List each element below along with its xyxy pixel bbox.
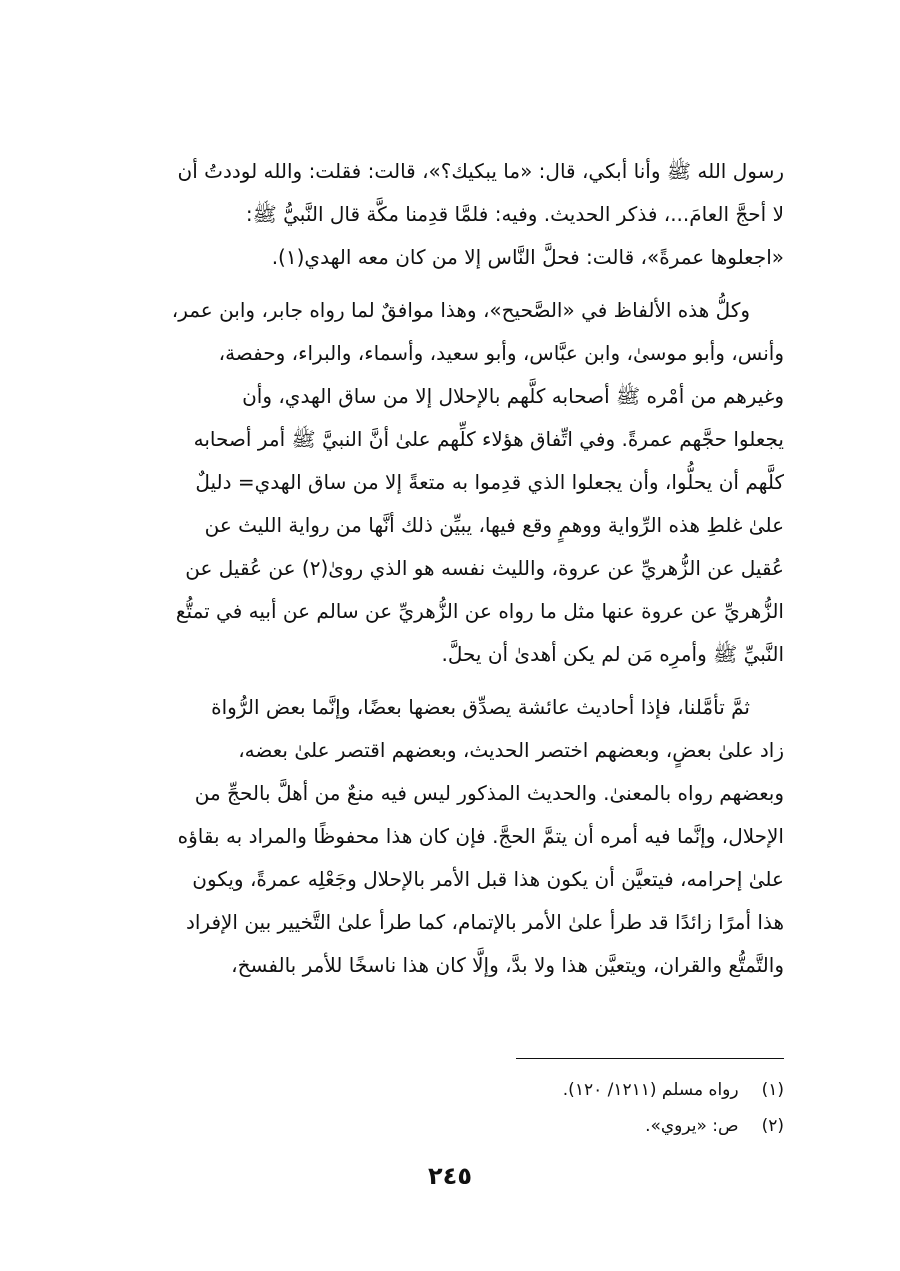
text-line: كلَّهم أن يحلُّوا، وأن يجعلوا الذي قدِموا به متعةً إلا من ساق الهدي= دليلٌ — [195, 470, 784, 494]
text-line: عُقيل عن الزُّهريِّ عن عروة، والليث نفسه هو الذي روىٰ(٢) عن عُقيل عن — [185, 556, 784, 580]
footnote-number: (١) — [761, 1080, 784, 1100]
text-line: الإحلال، وإنَّما فيه أمره أن يتمَّ الحجَّ. فإن كان هذا محفوظًا والمراد به بقاؤه — [177, 824, 784, 848]
text-line: لا أحجَّ العامَ...، فذكر الحديث. وفيه: فلمَّا قدِمنا مكَّة قال النَّبيُّ ﷺ: — [245, 202, 784, 226]
text-line: ثمَّ تأمَّلنا، فإذا أحاديث عائشة يصدِّق بعضها بعضًا، وإنَّما بعض الرُّواة — [211, 695, 750, 719]
footnote-separator — [516, 1058, 784, 1059]
page-number: ٢٤٥ — [428, 1162, 472, 1190]
text-line: وكلُّ هذه الألفاظ في «الصَّحيح»، وهذا موافقٌ لما رواه جابر، وابن عمر، — [171, 298, 750, 322]
text-line: وبعضهم رواه بالمعنىٰ. والحديث المذكور ليس فيه منعٌ من أهلَّ بالحجِّ من — [194, 781, 784, 805]
text-line: علىٰ إحرامه، فيتعيَّن أن يكون هذا قبل الأمر بالإحلال وجَعْلِه عمرةً، ويكون — [192, 867, 784, 891]
footnote-number: (٢) — [761, 1116, 784, 1136]
footnote-1 — [116, 1072, 784, 1108]
text-line: النَّبيِّ ﷺ وأمرِه مَن لم يكن أهدىٰ أن يحلَّ. — [441, 642, 784, 666]
footnote-2 — [116, 1108, 784, 1144]
text-line: زاد علىٰ بعضٍ، وبعضهم اختصر الحديث، وبعضهم اقتصر علىٰ بعضه، — [238, 738, 784, 762]
text-line: والتَّمتُّع والقران، ويتعيَّن هذا ولا بدَّ، وإلَّا كان هذا ناسخًا للأمر بالفسخ، — [231, 953, 784, 977]
text-line: الزُّهريِّ عن عروة عنها مثل ما رواه عن الزُّهريِّ عن سالم عن أبيه في تمتُّع — [175, 599, 784, 623]
footnotes — [116, 1072, 784, 1144]
text-line: وغيرهم من أمْره ﷺ أصحابه كلَّهم بالإحلال إلا من ساق الهدي، وأن — [242, 384, 784, 408]
paragraph-3 — [116, 686, 784, 987]
main-text — [116, 150, 784, 987]
text-line: هذا أمرًا زائدًا قد طرأ علىٰ الأمر بالإتمام، كما طرأ علىٰ التَّخيير بين الإفراد — [185, 910, 784, 934]
footnote-text: ص: «يروي». — [645, 1116, 739, 1136]
paragraph-1 — [116, 150, 784, 279]
text-line: رسول الله ﷺ وأنا أبكي، قال: «ما يبكيك؟»، قالت: فقلت: والله لوددتُ أن — [177, 159, 784, 183]
text-line: يجعلوا حجَّهم عمرةً. وفي اتِّفاق هؤلاء كلِّهم علىٰ أنَّ النبيَّ ﷺ أمر أصحابه — [193, 427, 784, 451]
footnote-text: رواه مسلم (١٢١١/ ١٢٠). — [562, 1080, 739, 1100]
text-line: علىٰ غلطِ هذه الرِّواية ووهمٍ وقع فيها، يبيِّن ذلك أنَّها من رواية الليث عن — [204, 513, 784, 537]
paragraph-2 — [116, 289, 784, 676]
text-line: وأنس، وأبو موسىٰ، وابن عبَّاس، وأبو سعيد، وأسماء، والبراء، وحفصة، — [218, 341, 784, 365]
text-line: «اجعلوها عمرةً»، قالت: فحلَّ النَّاس إلا من كان معه الهدي(١). — [271, 245, 784, 269]
